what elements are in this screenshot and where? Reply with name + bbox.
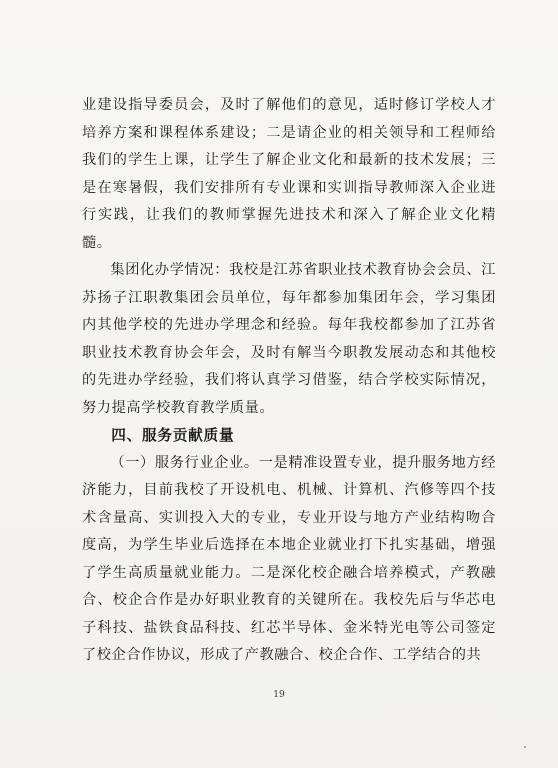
body-paragraph-continued: 业建设指导委员会，及时了解他们的意见，适时修订学校人才培养方案和课程体系建设；二是请企业的相关领导和工程师给我们的学生上课，让学生了解企业文化和最新的技术发展；三是在寒暑假，我们安排所有专业课和实训指导教师深入企业进行实践，让我们的教师掌握先进技术和深入了解企业文化精髓。 bbox=[82, 97, 496, 251]
section-heading: 四、服务贡献质量 bbox=[111, 427, 235, 444]
page-body bbox=[82, 92, 496, 670]
body-paragraph-service bbox=[82, 450, 496, 670]
subsection-body: 一是精准设置专业，提升服务地方经济能力，目前我校了开设机电、机械、计算机、汽修等四个技术含量高、实训投入大的专业，专业开设与地方产业结构吻合度高，为学生毕业后选择在本地企业就业打下扎实基础，增强了学生高质量就业能力。二是深化校企融合培养模式，产教融合、校企合作是办好职业教育的关键所在。我校先后与华芯电子科技、盐铁食品科技、红芯半导体、金米特光电等公司签定了校企合作协议，形成了产教融合、校企合作、工学结合的共 bbox=[82, 454, 496, 663]
body-paragraph-group-schooling: 集团化办学情况：我校是江苏省职业技术教育协会会员、江苏扬子江职教集团会员单位，每年都参加集团年会，学习集团内其他学校的先进办学理念和经验。每年我校都参加了江苏省职业技术教育协会年会，及时有解当今职教发展动态和其他校的先进办学经验，我们将认真学习借鉴，结合学校实际情况，努力提高学校教育教学质量。 bbox=[82, 262, 496, 416]
page-number: 19 bbox=[273, 690, 285, 700]
scan-speck bbox=[524, 746, 526, 748]
subsection-lead: （一）服务行业企业。 bbox=[110, 454, 259, 471]
